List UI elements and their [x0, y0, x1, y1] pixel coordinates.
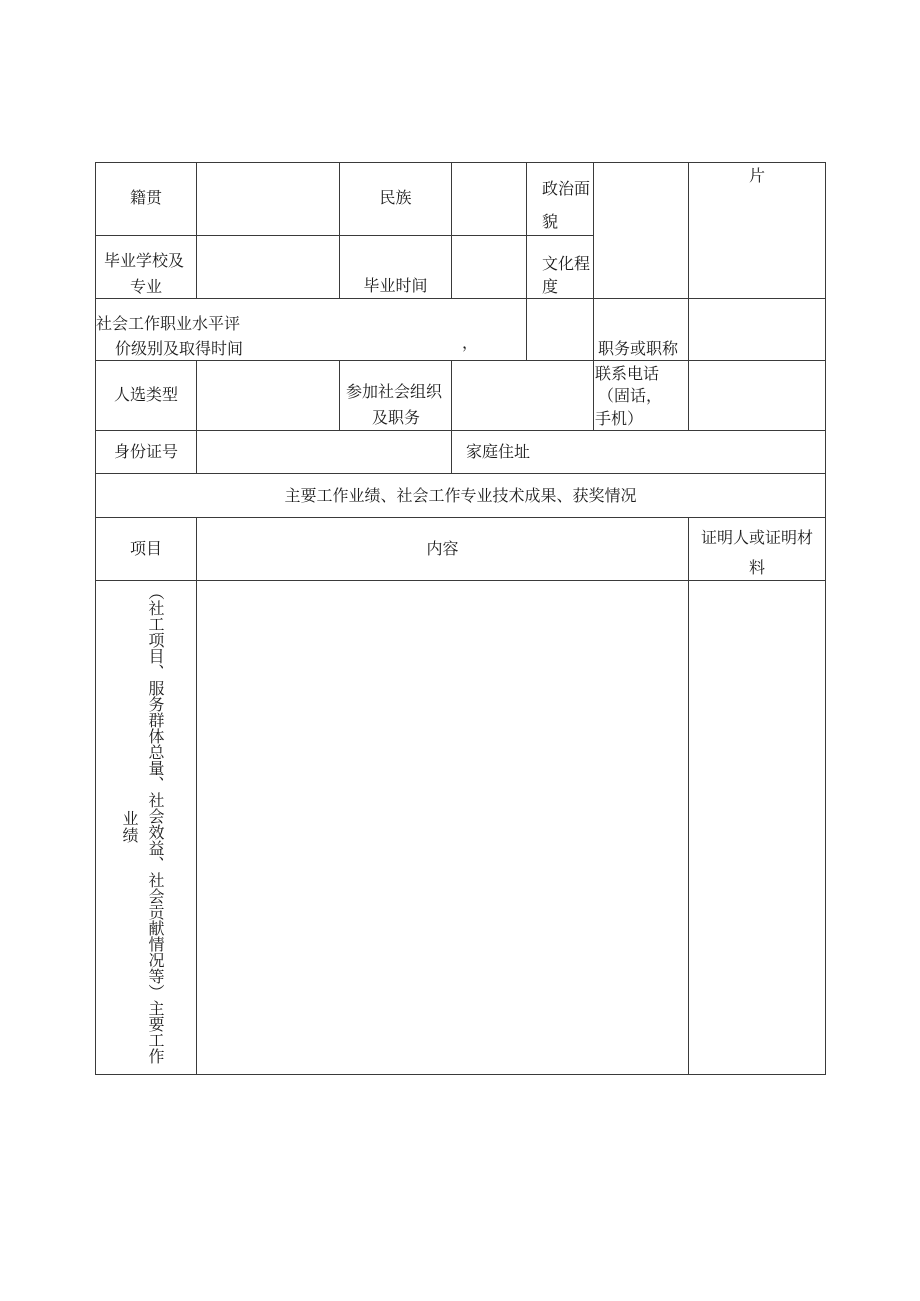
sw-level-label-line1: 社会工作职业水平评 — [96, 314, 241, 333]
row-divider — [95, 473, 826, 474]
row-divider — [95, 298, 826, 299]
row-divider — [95, 517, 826, 518]
table-border-top — [95, 162, 826, 163]
col-divider — [451, 360, 452, 473]
photo-label: 片 — [748, 166, 765, 185]
achievements-label-vertical: （社工项目、服务群体总量、社会效益、社会贡献情况等）主要工作 — [146, 584, 165, 1064]
section-title: 主要工作业绩、社会工作专业技术成果、获奖情况 — [284, 486, 637, 505]
witness-column-header-line2: 料 — [748, 558, 765, 577]
school-major-label-line1: 毕业学校及 — [104, 251, 185, 270]
achievements-label-side: 业绩 — [120, 810, 139, 844]
political-status-label-line1: 政治面 — [542, 179, 591, 198]
col-divider — [196, 360, 197, 473]
political-status-label-line2: 貌 — [542, 212, 559, 231]
graduation-time-label: 毕业时间 — [363, 276, 428, 295]
witness-column-header-line1: 证明人或证明材 — [700, 528, 813, 547]
school-major-label-line2: 专业 — [130, 277, 163, 296]
education-label-line2: 度 — [542, 277, 559, 296]
col-divider — [593, 162, 594, 430]
org-role-label-line1: 参加社会组织 — [346, 382, 443, 401]
row-divider — [95, 430, 826, 431]
home-address-label: 家庭住址 — [466, 442, 531, 461]
native-place-label: 籍贯 — [129, 188, 162, 207]
col-divider — [526, 162, 527, 360]
col-divider — [688, 162, 689, 430]
item-column-header: 项目 — [129, 539, 162, 558]
row-divider — [95, 235, 593, 236]
selection-type-label: 人选类型 — [113, 385, 178, 404]
row-divider — [95, 360, 826, 361]
table-border-left — [95, 162, 96, 1075]
org-role-label-line2: 及职务 — [372, 408, 421, 427]
phone-label-line2: （固话， — [598, 386, 663, 405]
position-title-label: 职务或职称 — [598, 339, 679, 358]
ethnicity-label: 民族 — [379, 188, 412, 207]
table-border-bottom — [95, 1074, 826, 1075]
achievements-content-area[interactable] — [197, 581, 688, 1074]
comma-mark: ， — [462, 333, 479, 352]
education-label-line1: 文化程 — [542, 254, 591, 273]
table-border-right — [825, 162, 826, 1075]
col-divider — [451, 162, 452, 298]
achievements-witness-area[interactable] — [689, 581, 825, 1074]
col-divider — [339, 360, 340, 430]
sw-level-label-line2: 价级别及取得时间 — [115, 339, 244, 358]
phone-label-line3: 手机） — [595, 409, 644, 428]
phone-label-line1: 联系电话 — [595, 364, 660, 383]
col-divider — [196, 162, 197, 298]
id-number-label: 身份证号 — [113, 442, 178, 461]
content-column-header: 内容 — [426, 539, 459, 558]
